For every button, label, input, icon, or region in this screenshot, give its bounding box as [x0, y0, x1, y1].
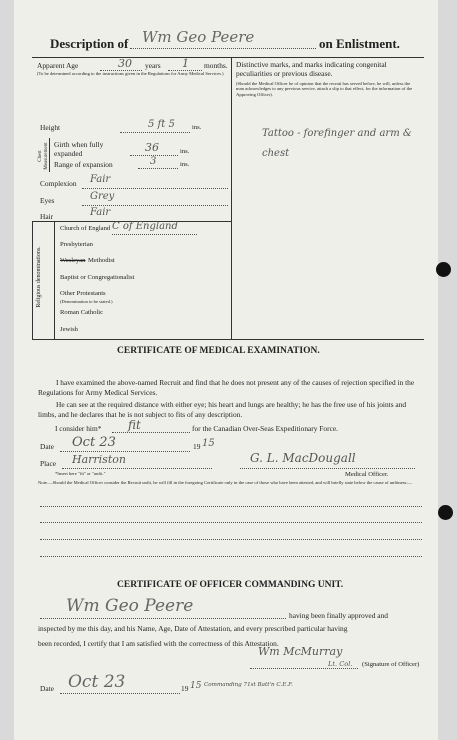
medical-officer-title: Medical Officer.: [345, 471, 389, 478]
religion-wesleyan-struck: Wesleyan: [60, 257, 86, 264]
complexion-label: Complexion: [40, 179, 77, 188]
range-label: Range of expansion: [54, 160, 113, 169]
eyes-value: Grey: [90, 191, 115, 202]
signature-of-officer-label: (Signature of Officer): [362, 661, 420, 668]
range-value: 3: [150, 156, 157, 167]
religion-jewish: Jewish: [60, 326, 78, 333]
title-name-line: [130, 48, 316, 49]
chest-side-label: Chest Measurement: [38, 142, 49, 170]
religion-side-label: Religious denominations.: [36, 246, 42, 308]
commanding-date-label: Date: [40, 684, 54, 693]
months-word: months.: [204, 61, 228, 70]
complexion-value: Fair: [90, 174, 111, 185]
unfitness-line-1: [40, 506, 422, 507]
range-unit: ins.: [180, 161, 190, 168]
medical-place-label: Place: [40, 459, 57, 468]
hair-label: Hair: [40, 212, 54, 221]
medical-place-line: [62, 468, 212, 469]
medical-note: Note.—Should the Medical Officer consider the Recruit unfit, he will fill in the foregoing Certificate only in the case of those who have been attested, and will briefly state below the cause of unfitness:—: [38, 480, 413, 485]
age-label: Apparent Age: [37, 61, 79, 70]
medical-para-2: He can see at the required distance with either eye; his heart and lungs are healthy; he has the free use of his joints and limbs, and he declares that he is not subject to fits of any description.: [38, 400, 407, 419]
medical-date-value: Oct 23: [72, 435, 116, 450]
medical-para-1: I have examined the above-named Recruit and find that he does not present any of the causes of rejection specified in the Regulations for Army Medical Services.: [38, 378, 415, 397]
age-note: (To be determined according to the instructions given in the Regulations for Army Medical Services.): [37, 71, 224, 76]
range-line: [138, 168, 178, 169]
chest-bracket: [49, 138, 50, 172]
fit-line: [112, 432, 190, 433]
commanding-signature-line: [250, 668, 358, 669]
eyes-label: Eyes: [40, 196, 55, 205]
religion-roman-catholic: Roman Catholic: [60, 309, 104, 316]
insert-note: *Insert here "fit" or "unfit.": [55, 471, 106, 476]
religion-baptist: Baptist or Congregationalist: [60, 274, 135, 281]
commanding-year-value: 15: [190, 681, 202, 691]
commanding-year-prefix: 19: [181, 684, 189, 693]
years-word: years: [145, 61, 161, 70]
hair-value: Fair: [90, 207, 111, 218]
distinctive-marks-value: Tattoo - forefinger and arm & chest: [262, 128, 412, 159]
column-divider: [231, 57, 232, 339]
medical-certificate-title: CERTIFICATE OF MEDICAL EXAMINATION.: [117, 346, 320, 356]
commanding-date-line: [60, 693, 180, 694]
unfitness-line-4: [40, 556, 422, 557]
medical-place-value: Harriston: [72, 453, 126, 466]
religion-label-divider: [54, 221, 55, 339]
unfitness-line-3: [40, 539, 422, 540]
commanding-text-3: been recorded, I certify that I am satisfied with the correctness of this Attestation.: [38, 639, 279, 648]
title-prefix: Description of: [50, 36, 129, 51]
height-label: Height: [40, 123, 61, 132]
height-line: [120, 132, 190, 133]
recruit-signature-line: [40, 618, 286, 619]
religion-methodist: Methodist: [88, 257, 115, 264]
commanding-officer-rank: Lt. Col.: [328, 660, 353, 668]
religion-other-protestants: Other Protestants: [60, 290, 106, 297]
eyes-line: [82, 205, 228, 206]
commanding-text-1: having been finally approved and: [289, 611, 388, 620]
girth-value: 36: [145, 141, 159, 154]
commanding-unit-text: Commanding 71st Batt'n C.E.F.: [204, 682, 293, 688]
recruit-name-handwritten: Wm Geo Peere: [142, 28, 255, 46]
commanding-officer-signature: Wm McMurray: [258, 645, 343, 658]
religion-presbyterian: Presbyterian: [60, 241, 93, 248]
section-bottom-rule: [32, 339, 424, 340]
top-rule: [32, 57, 424, 58]
medical-officer-line: [240, 468, 415, 469]
girth-label: Girth when fully expanded: [54, 140, 104, 158]
age-years-value: 30: [118, 57, 132, 70]
medical-officer-signature: G. L. MacDougall: [250, 451, 356, 465]
religion-coe-line: [112, 234, 197, 235]
distinctive-marks-note: (Should the Medical Officer be of opinion that the recruit has served before, he will, unless the man acknowledges to any previous service, attach a slip to that effect, for the information of the Approving Officer).: [236, 81, 413, 97]
height-unit: ins.: [192, 124, 202, 131]
medical-date-line: [60, 451, 190, 452]
religion-box-left: [32, 221, 33, 339]
commanding-date-value: Oct 23: [68, 672, 126, 692]
medical-year-prefix: 19: [193, 442, 201, 451]
height-value: 5 ft 5: [148, 119, 175, 130]
punch-hole-bottom: [438, 505, 453, 520]
distinctive-marks-heading: Distinctive marks, and marks indicating congenital peculiarities or previous disease.: [236, 60, 387, 78]
complexion-line: [82, 188, 228, 189]
girth-unit: ins.: [180, 148, 190, 155]
religion-coe-value: C of England: [112, 221, 178, 232]
consider-prefix: I consider him*: [55, 424, 102, 433]
commanding-text-2: inspected by me this day, and his Name, Age, Date of Attestation, and every prescribed particular having: [38, 624, 348, 633]
religion-other-note: (Denomination to be stated.): [60, 299, 113, 304]
commanding-certificate-title: CERTIFICATE OF OFFICER COMMANDING UNIT.: [117, 580, 344, 590]
religion-church-of-england: Church of England: [60, 225, 111, 232]
unfitness-line-2: [40, 522, 422, 523]
medical-year-value: 15: [202, 438, 215, 449]
punch-hole-top: [436, 262, 451, 277]
recruit-signature: Wm Geo Peere: [66, 596, 194, 616]
age-months-value: 1: [182, 57, 189, 70]
title-suffix: on Enlistment.: [319, 36, 400, 51]
consider-suffix: for the Canadian Over-Seas Expeditionary Force.: [192, 424, 338, 433]
medical-date-label: Date: [40, 442, 54, 451]
fit-value: fit: [128, 418, 141, 432]
